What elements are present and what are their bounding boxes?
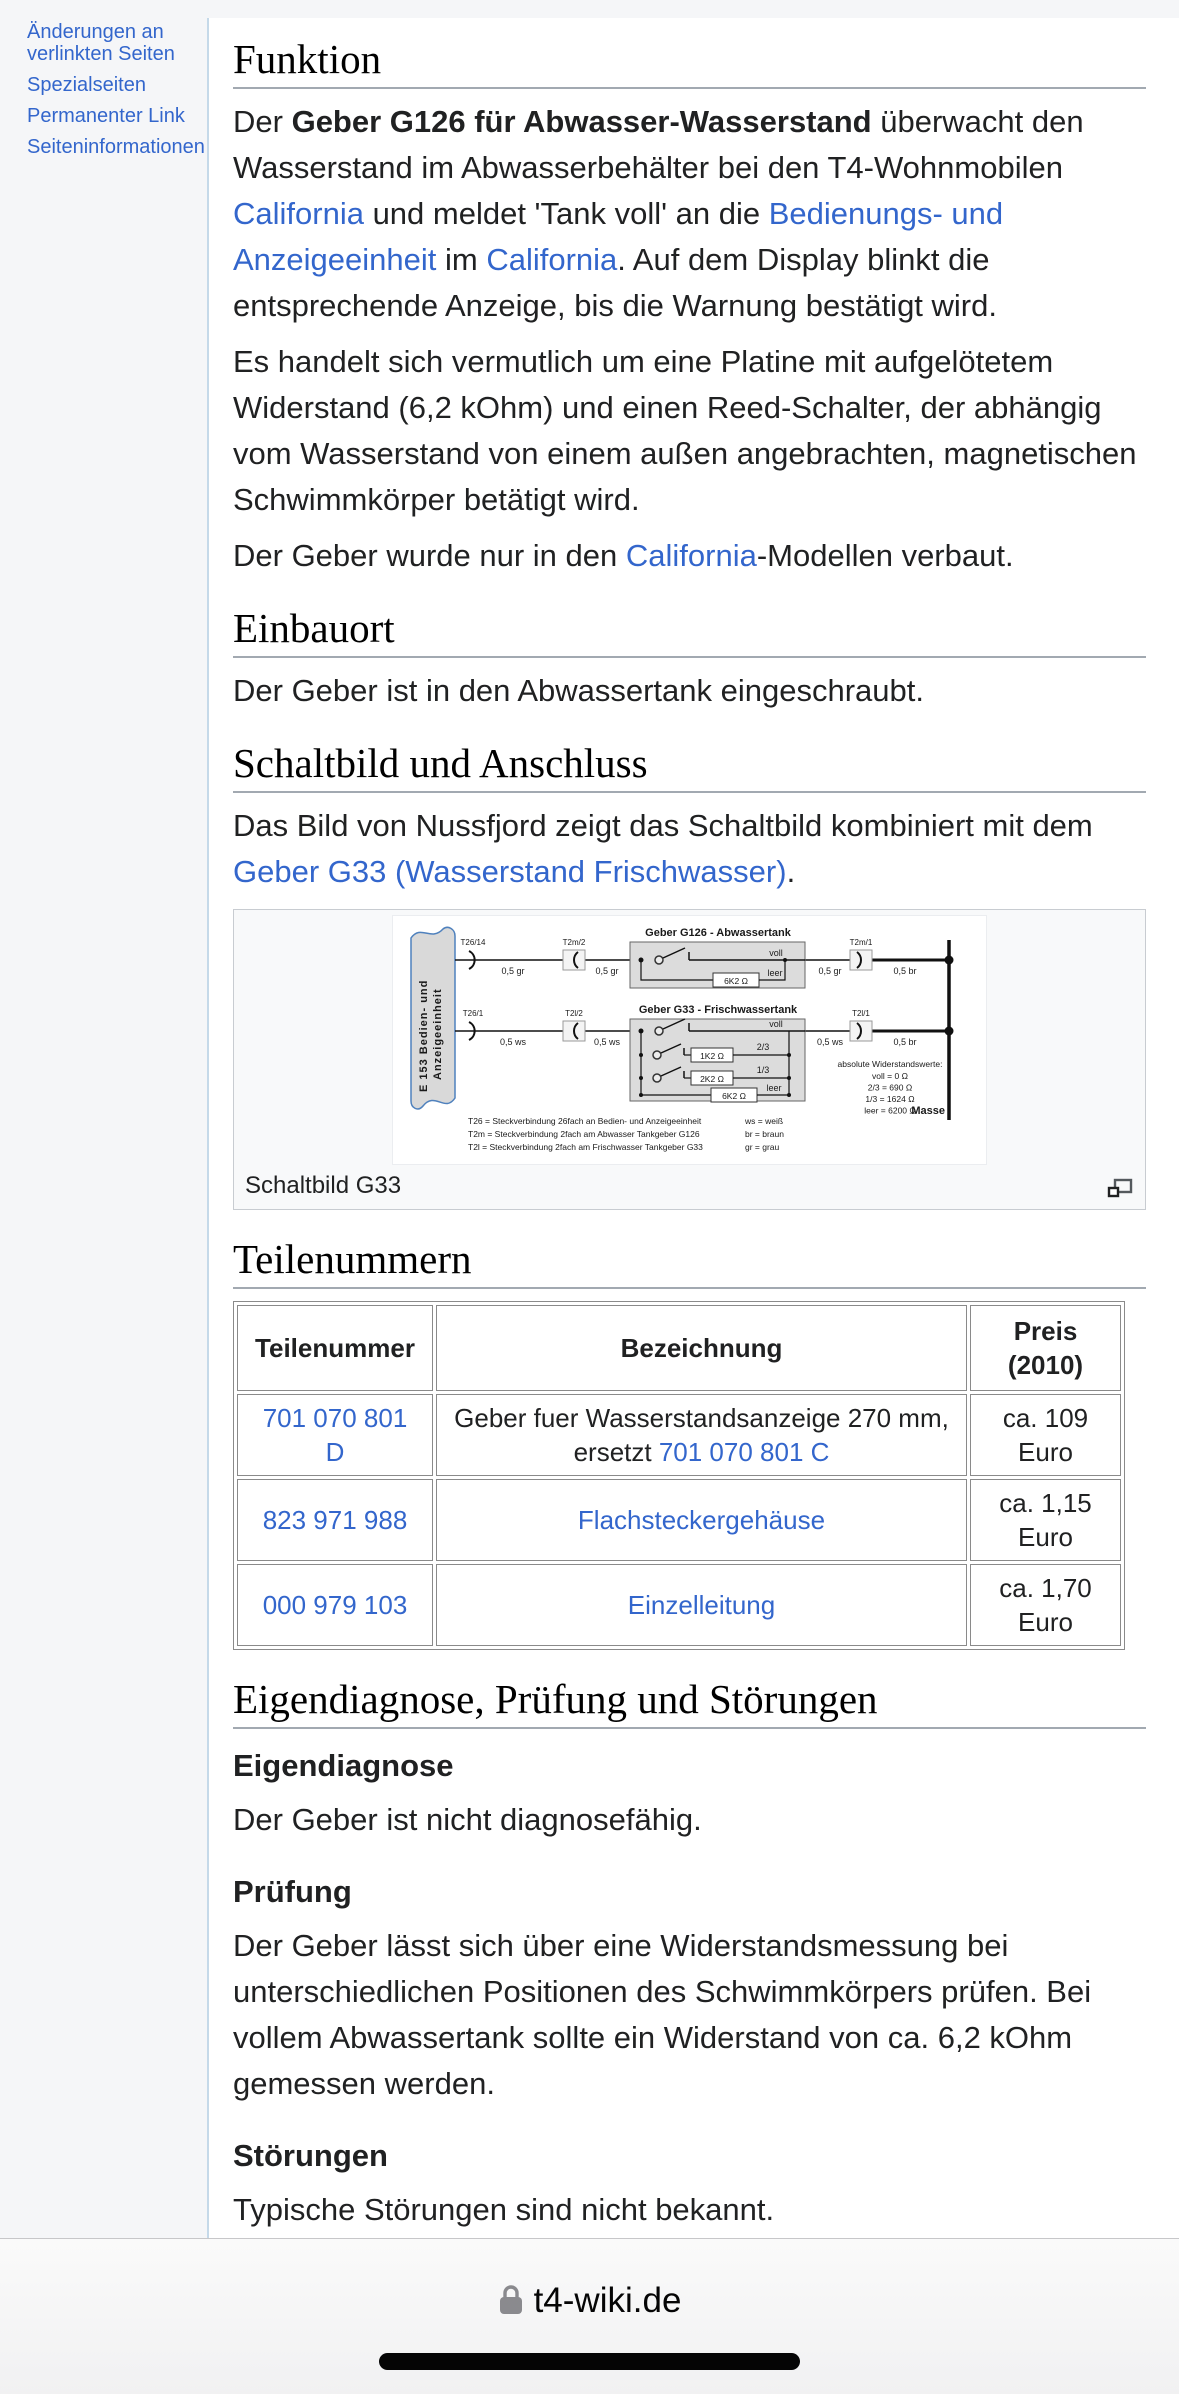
schematic-image[interactable]	[392, 915, 987, 1165]
legend-line: T2l = Steckverbindung 2fach am Frischwasser Tankgeber G33	[468, 1142, 703, 1152]
value-line: voll = 0 Ω	[872, 1071, 908, 1081]
inline-link[interactable]: 701 070 801 D	[262, 1403, 408, 1467]
figure-caption: Schaltbild G33	[245, 1172, 402, 1199]
table-row	[237, 1394, 1121, 1476]
value-line: leer = 6200 Ω	[864, 1105, 916, 1116]
masse-label: Masse	[911, 1105, 945, 1117]
address-bar[interactable]	[0, 2281, 1179, 2321]
paragraph-eigendiagnose: Der Geber ist nicht diagnosefähig.	[233, 1802, 702, 1837]
values-title: absolute Widerstandswerte:	[837, 1059, 943, 1069]
text-segment: Geber fuer Wasserstandsanzeige 270 mm, ersetzt	[454, 1403, 949, 1467]
level-label: 2/3	[756, 1042, 770, 1052]
wire-label: 0,5 ws	[499, 1037, 527, 1047]
level-label: voll	[769, 948, 783, 958]
paragraph-funktion-1	[233, 99, 1146, 329]
subheading-stoerungen: Störungen	[233, 2138, 388, 2173]
text-segment: im	[436, 242, 487, 277]
connector-label: T2l/2	[565, 1009, 583, 1018]
col-header-preis: Preis (2010)	[970, 1305, 1121, 1391]
value-line: 1/3 = 1624 Ω	[865, 1094, 915, 1104]
parts-table	[233, 1301, 1125, 1650]
bedieneinheit-label-1: E 153 Bedien- und	[418, 979, 430, 1092]
connector-label: T26/1	[462, 1009, 484, 1018]
bedieneinheit-label-2: Anzeigeeinheit	[432, 988, 444, 1080]
table-row	[237, 1564, 1121, 1646]
text-segment: und meldet 'Tank voll' an die	[363, 196, 769, 231]
lock-icon	[498, 2284, 524, 2316]
wire-label: 0,5 ws	[816, 1037, 844, 1047]
level-label: voll	[769, 1019, 783, 1029]
wire-label: 0,5 ws	[593, 1037, 621, 1047]
wire-label: 0,5 gr	[818, 966, 842, 976]
legend-line: T2m = Steckverbindung 2fach am Abwasser Tankgeber G126	[468, 1129, 700, 1139]
level-label: 1/3	[756, 1065, 770, 1075]
paragraph-stoerungen: Typische Störungen sind nicht bekannt.	[233, 2192, 775, 2227]
inline-link[interactable]: California	[486, 242, 618, 277]
legend-line: br = braun	[745, 1129, 784, 1139]
g33-title: Geber G33 - Frischwassertank	[638, 1004, 798, 1016]
sidebar-item-special-pages[interactable]: Spezialseiten	[27, 74, 146, 96]
legend-line: T26 = Steckverbindung 26fach an Bedien- und Anzeigeeinheit	[468, 1116, 702, 1126]
inline-link[interactable]: Geber G33 (Wasserstand Frischwasser)	[233, 854, 787, 889]
inline-link[interactable]: 701 070 801 C	[658, 1437, 830, 1467]
col-header-teilenummer: Teilenummer	[237, 1305, 433, 1391]
paragraph-funktion-2: Es handelt sich vermutlich um eine Platine mit aufgelötetem Widerstand (6,2 kOhm) und einen Reed-Schalter, der abhängig vom Wasserstand von einem außen angebrachten, magnetischen Schwimmkörper betätigt wird.	[233, 344, 1137, 517]
legend-line: ws = weiß	[745, 1116, 784, 1126]
description-cell[interactable]	[436, 1479, 967, 1561]
section-heading-funktion: Funktion	[233, 36, 1146, 89]
resistor-label: 1K2 Ω	[700, 1051, 724, 1061]
browser-bottom-bar	[0, 2238, 1179, 2394]
section-heading-teilenummern: Teilenummern	[233, 1236, 1146, 1289]
inline-link[interactable]: California	[233, 196, 364, 231]
paragraph-pruefung: Der Geber lässt sich über eine Widerstandsmessung bei unterschiedlichen Positionen des Schwimmkörpers prüfen. Bei vollem Abwassertank sollte ein Widerstand von ca. 6,2 kOhm gemessen werden.	[233, 1928, 1092, 2101]
inline-link[interactable]: 823 971 988	[262, 1505, 408, 1535]
connector-label: T26/14	[460, 938, 486, 947]
text-segment: Der	[233, 104, 292, 139]
home-indicator[interactable]	[379, 2353, 800, 2370]
url-text: t4-wiki.de	[533, 2281, 682, 2320]
inline-link[interactable]: Einzelleitung	[627, 1590, 776, 1620]
schematic-figure	[233, 909, 1146, 1210]
g126-title: Geber G126 - Abwassertank	[645, 927, 791, 939]
col-header-bezeichnung: Bezeichnung	[436, 1305, 967, 1391]
text-segment: Der Geber wurde nur in den	[233, 538, 626, 573]
text-segment: . Auf dem Display blinkt die entsprechende Anzeige, bis die Warnung bestätigt wird.	[233, 242, 997, 323]
text-segment: überwacht den Wasserstand im Abwasserbehälter bei den T4-Wohnmobilen	[233, 104, 1084, 185]
inline-link[interactable]: Bedienungs- und Anzeigeeinheit	[233, 196, 1004, 277]
resistor-label: 6K2 Ω	[722, 1091, 746, 1101]
subheading-pruefung: Prüfung	[233, 1874, 352, 1909]
section-heading-schaltbild: Schaltbild und Anschluss	[233, 740, 1146, 793]
inline-link[interactable]: 000 979 103	[262, 1590, 408, 1620]
wire-label: 0,5 br	[893, 1037, 917, 1047]
part-number-cell[interactable]	[237, 1479, 433, 1561]
wire-label: 0,5 br	[893, 966, 917, 976]
table-row	[237, 1479, 1121, 1561]
schaltbild-diagram	[393, 916, 986, 1159]
level-label: leer	[767, 968, 783, 978]
text-segment: -Modellen verbaut.	[756, 538, 1014, 573]
wire-label: 0,5 gr	[501, 966, 525, 976]
resistor-label: 6K2 Ω	[724, 976, 748, 986]
sidebar	[0, 0, 207, 2238]
text-segment: .	[786, 854, 796, 889]
expand-icon[interactable]	[1106, 1177, 1134, 1199]
sidebar-divider	[207, 18, 209, 2238]
connector-label: T2l/1	[852, 1009, 870, 1018]
table-header-row	[237, 1305, 1121, 1391]
section-heading-diagnose: Eigendiagnose, Prüfung und Störungen	[233, 1676, 1146, 1729]
sidebar-item-page-info[interactable]: Seiteninformationen	[27, 136, 205, 158]
section-heading-einbauort: Einbauort	[233, 605, 1146, 658]
part-number-cell[interactable]	[237, 1394, 433, 1476]
inline-link[interactable]: California	[625, 538, 757, 573]
connector-label: T2m/1	[849, 938, 873, 947]
description-cell[interactable]	[436, 1394, 967, 1476]
sidebar-item-linked-changes[interactable]: Änderungen an verlinkten Seiten	[27, 21, 175, 65]
description-cell[interactable]	[436, 1564, 967, 1646]
sidebar-item-permanent-link[interactable]: Permanenter Link	[27, 105, 185, 127]
subheading-eigendiagnose: Eigendiagnose	[233, 1748, 454, 1783]
resistor-label: 2K2 Ω	[700, 1074, 724, 1084]
bold-text: Geber G126 für Abwasser-Wasserstand	[291, 104, 872, 139]
price-cell: ca. 1,15 Euro	[970, 1479, 1121, 1561]
price-cell: ca. 1,70 Euro	[970, 1564, 1121, 1646]
legend-line: gr = grau	[745, 1142, 780, 1152]
paragraph-funktion-3	[233, 533, 1146, 579]
paragraph-einbauort: Der Geber ist in den Abwassertank eingeschraubt.	[233, 673, 924, 708]
value-line: 2/3 = 690 Ω	[867, 1082, 913, 1093]
wire-label: 0,5 gr	[595, 966, 619, 976]
connector-label: T2m/2	[562, 938, 586, 947]
level-label: leer	[766, 1083, 782, 1093]
part-number-cell[interactable]	[237, 1564, 433, 1646]
text-segment: Das Bild von Nussfjord zeigt das Schaltbild kombiniert mit dem	[233, 808, 1093, 843]
inline-link[interactable]: Flachsteckergehäuse	[577, 1505, 826, 1535]
article-content	[209, 0, 1179, 2238]
top-strip	[0, 0, 1179, 18]
price-cell: ca. 109 Euro	[970, 1394, 1121, 1476]
paragraph-schaltbild	[233, 803, 1146, 895]
